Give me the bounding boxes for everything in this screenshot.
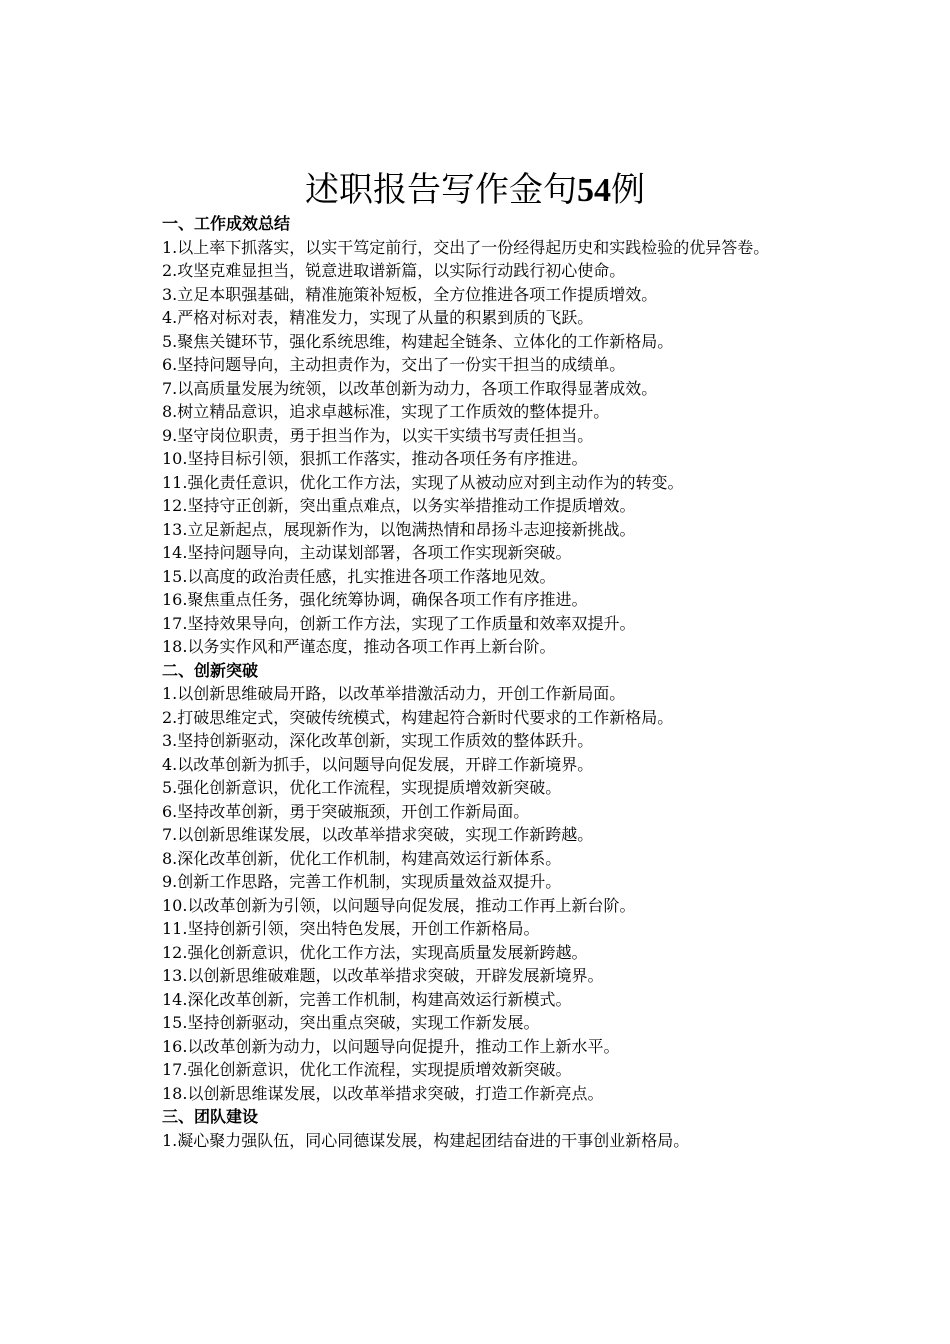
list-item: 7.以创新思维谋发展，以改革举措求突破，实现工作新跨越。: [162, 825, 594, 844]
list-item: 8.树立精品意识，追求卓越标准，实现了工作质效的整体提升。: [162, 402, 610, 421]
list-item: 7.以高质量发展为统领，以改革创新为动力，各项工作取得显著成效。: [162, 378, 658, 398]
list-item: 15.坚持创新驱动，突出重点突破，实现工作新发展。: [162, 1013, 540, 1032]
section-heading-innovation: 二、创新突破: [162, 660, 259, 680]
title-text: 述职报告写作金句: [305, 170, 577, 210]
list-item: 4.严格对标对表，精准发力，实现了从量的积累到质的飞跃。: [162, 308, 594, 327]
section-heading-team-building: 三、团队建设: [162, 1107, 259, 1126]
list-item: 10.坚持目标引领，狠抓工作落实，推动各项任务有序推进。: [162, 449, 588, 468]
list-item: 1.以上率下抓落实，以实干笃定前行，交出了一份经得起历史和实践检验的优异答卷。: [162, 237, 770, 257]
list-item: 6.坚持改革创新，勇于突破瓶颈，开创工作新局面。: [162, 801, 530, 821]
list-item: 16.聚焦重点任务，强化统筹协调，确保各项工作有序推进。: [162, 590, 588, 609]
list-item: 11.强化责任意识，优化工作方法，实现了从被动应对到主动作为的转变。: [162, 472, 684, 492]
list-item: 4.以改革创新为抓手，以问题导向促发展，开辟工作新境界。: [162, 754, 594, 774]
list-item: 17.强化创新意识，优化工作流程，实现提质增效新突破。: [162, 1060, 572, 1079]
list-item: 13.以创新思维破难题，以改革举措求突破，开辟发展新境界。: [162, 966, 604, 985]
list-item: 13.立足新起点，展现新作为，以饱满热情和昂扬斗志迎接新挑战。: [162, 519, 636, 539]
list-item: 5.强化创新意识，优化工作流程，实现提质增效新突破。: [162, 778, 562, 797]
list-item: 9.坚守岗位职责，勇于担当作为，以实干实绩书写责任担当。: [162, 425, 594, 445]
title-number: 54: [577, 172, 611, 209]
document-title: [0, 166, 950, 215]
list-item: 1.凝心聚力强队伍，同心同德谋发展，构建起团结奋进的干事创业新格局。: [162, 1130, 690, 1150]
list-item: 18.以务实作风和严谨态度，推动各项工作再上新台阶。: [162, 637, 556, 656]
list-item: 11.坚持创新引领，突出特色发展，开创工作新格局。: [162, 919, 540, 938]
title-suffix: 例: [611, 170, 645, 210]
list-item: 2.打破思维定式，突破传统模式，构建起符合新时代要求的工作新格局。: [162, 707, 674, 727]
list-item: 9.创新工作思路，完善工作机制，实现质量效益双提升。: [162, 872, 562, 891]
list-item: 6.坚持问题导向，主动担责作为，交出了一份实干担当的成绩单。: [162, 355, 626, 374]
list-item: 5.聚焦关键环节，强化系统思维，构建起全链条、立体化的工作新格局。: [162, 331, 674, 351]
list-item: 8.深化改革创新，优化工作机制，构建高效运行新体系。: [162, 848, 562, 868]
section-heading-work-results: 一、工作成效总结: [162, 214, 291, 233]
list-item: 14.坚持问题导向，主动谋划部署，各项工作实现新突破。: [162, 543, 572, 562]
list-item: 2.攻坚克难显担当，锐意进取谱新篇，以实际行动践行初心使命。: [162, 261, 626, 280]
list-item: 3.坚持创新驱动，深化改革创新，实现工作质效的整体跃升。: [162, 731, 594, 750]
document-body: [126, 212, 826, 1152]
list-item: 3.立足本职强基础，精准施策补短板，全方位推进各项工作提质增效。: [162, 284, 658, 304]
list-item: 14.深化改革创新，完善工作机制，构建高效运行新模式。: [162, 989, 572, 1009]
list-item: 12.强化创新意识，优化工作方法，实现高质量发展新跨越。: [162, 942, 588, 962]
list-item: 18.以创新思维谋发展，以改革举措求突破，打造工作新亮点。: [162, 1083, 604, 1103]
list-item: 16.以改革创新为动力，以问题导向促提升，推动工作上新水平。: [162, 1036, 620, 1056]
list-item: 12.坚持守正创新，突出重点难点，以务实举措推动工作提质增效。: [162, 496, 636, 515]
list-item: 10.以改革创新为引领，以问题导向促发展，推动工作再上新台阶。: [162, 895, 636, 915]
list-item: 1.以创新思维破局开路，以改革举措激活动力，开创工作新局面。: [162, 684, 626, 703]
list-item: 15.以高度的政治责任感，扎实推进各项工作落地见效。: [162, 566, 556, 586]
list-item: 17.坚持效果导向，创新工作方法，实现了工作质量和效率双提升。: [162, 613, 636, 633]
